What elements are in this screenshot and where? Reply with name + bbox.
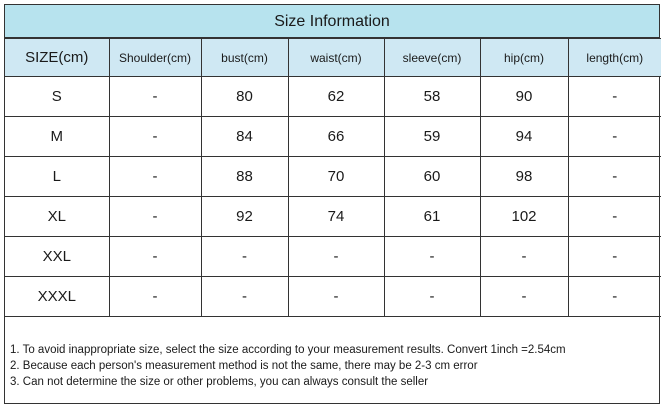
size-label: S	[5, 77, 109, 117]
sleeve-value: 59	[384, 117, 480, 157]
waist-value: 66	[288, 117, 384, 157]
length-value: -	[568, 77, 661, 117]
bust-value: 80	[201, 77, 288, 117]
table-row	[5, 117, 661, 157]
hip-value: -	[480, 237, 568, 277]
bust-value: -	[201, 237, 288, 277]
column-header-waist: waist(cm)	[288, 39, 384, 77]
note-line: 3. Can not determine the size or other problems, you can always consult the seller	[10, 376, 429, 388]
sleeve-value: 61	[384, 197, 480, 237]
note-line: 2. Because each person's measurement method is not the same, there may be 2-3 cm error	[10, 360, 478, 372]
shoulder-value: -	[109, 77, 201, 117]
bust-value: 84	[201, 117, 288, 157]
hip-value: -	[480, 277, 568, 317]
length-value: -	[568, 117, 661, 157]
length-value: -	[568, 277, 661, 317]
size-chart-title: Size Information	[5, 5, 659, 38]
column-header-length: length(cm)	[568, 39, 661, 77]
size-chart	[4, 4, 660, 404]
column-header-sleeve: sleeve(cm)	[384, 39, 480, 77]
bust-value: 92	[201, 197, 288, 237]
sleeve-value: -	[384, 237, 480, 277]
size-table	[5, 38, 661, 317]
table-row	[5, 197, 661, 237]
size-label: XL	[5, 197, 109, 237]
size-label: XXXL	[5, 277, 109, 317]
sleeve-value: 60	[384, 157, 480, 197]
length-value: -	[568, 197, 661, 237]
hip-value: 94	[480, 117, 568, 157]
shoulder-value: -	[109, 277, 201, 317]
table-header-row	[5, 39, 661, 77]
column-header-bust: bust(cm)	[201, 39, 288, 77]
column-header-shoulder: Shoulder(cm)	[109, 39, 201, 77]
table-row	[5, 77, 661, 117]
waist-value: -	[288, 277, 384, 317]
length-value: -	[568, 157, 661, 197]
size-label: XXL	[5, 237, 109, 277]
column-header-size: SIZE(cm)	[5, 39, 109, 77]
size-label: M	[5, 117, 109, 157]
size-notes	[5, 337, 659, 403]
length-value: -	[568, 237, 661, 277]
table-row	[5, 157, 661, 197]
waist-value: -	[288, 237, 384, 277]
bust-value: 88	[201, 157, 288, 197]
hip-value: 90	[480, 77, 568, 117]
table-row	[5, 277, 661, 317]
sleeve-value: -	[384, 277, 480, 317]
waist-value: 62	[288, 77, 384, 117]
hip-value: 102	[480, 197, 568, 237]
shoulder-value: -	[109, 157, 201, 197]
waist-value: 70	[288, 157, 384, 197]
column-header-hip: hip(cm)	[480, 39, 568, 77]
waist-value: 74	[288, 197, 384, 237]
shoulder-value: -	[109, 197, 201, 237]
note-line: 1. To avoid inappropriate size, select the size according to your measurement results. Convert 1inch =2.54cm	[10, 344, 566, 356]
shoulder-value: -	[109, 117, 201, 157]
sleeve-value: 58	[384, 77, 480, 117]
bust-value: -	[201, 277, 288, 317]
hip-value: 98	[480, 157, 568, 197]
size-label: L	[5, 157, 109, 197]
shoulder-value: -	[109, 237, 201, 277]
table-row	[5, 237, 661, 277]
